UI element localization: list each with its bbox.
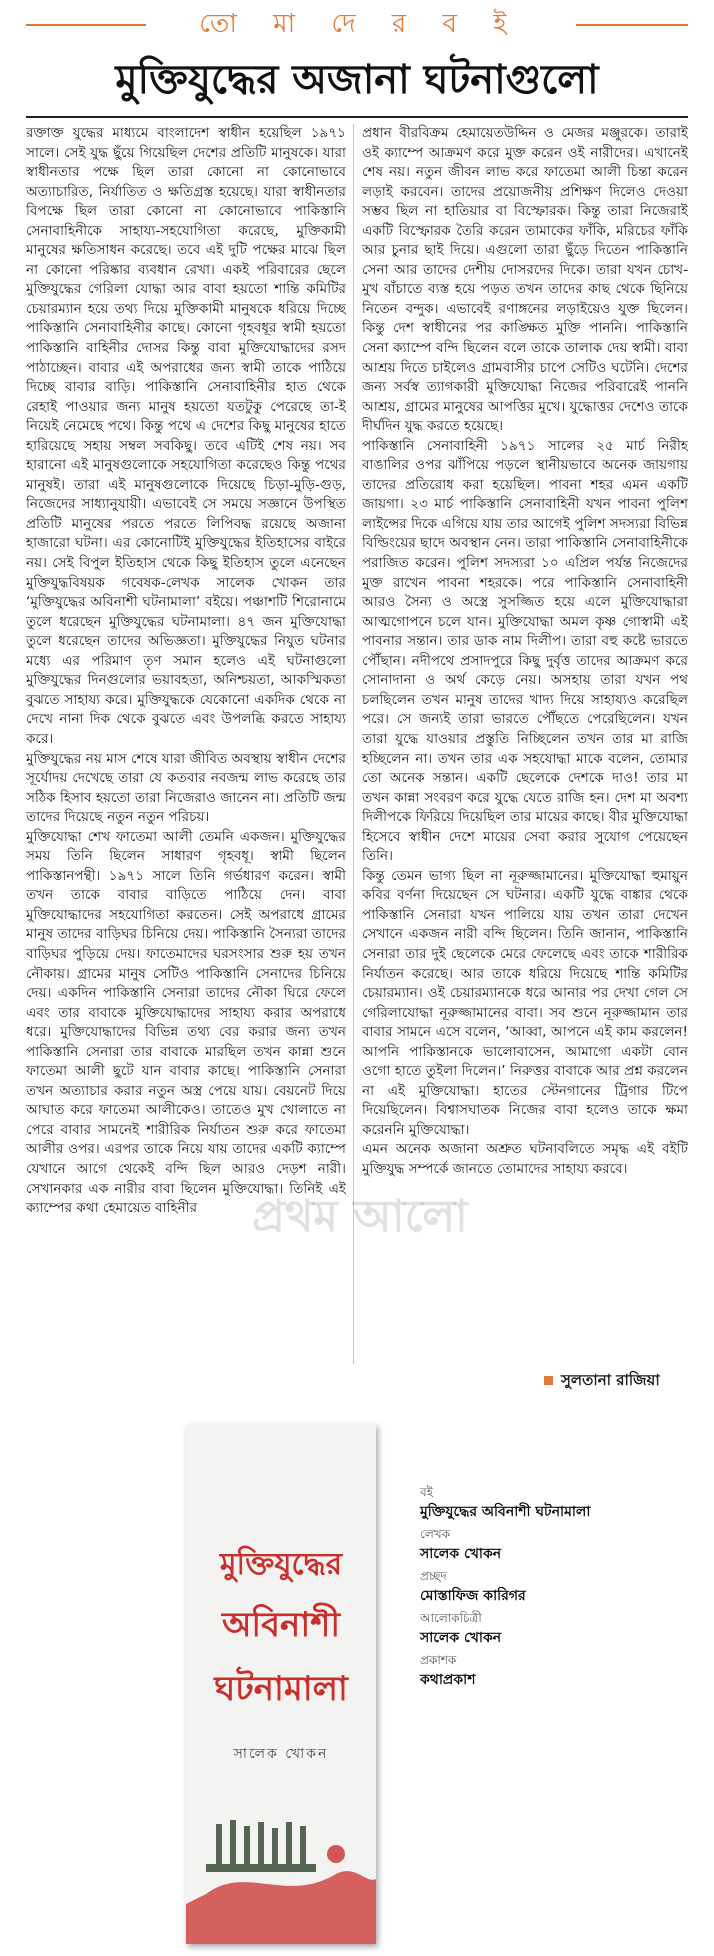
- paragraph: মুক্তিযোদ্ধা শেখ ফাতেমা আলী তেমনি একজন। মুক্তিযুদ্ধের সময় তিনি ছিলেন সাধারণ গৃহবধূ। স্বামী ছিলেন পাকিস্তানপন্থী। ১৯৭১ সালে তিনি গর্ভধারণ করেন। স্বামী তখন তাকে বাবার বাড়িতে পাঠিয়ে দেন। বাবা মুক্তিযোদ্ধাদের সহযোগিতা করতেন। সেই অপরাধে গ্রামের মানুষ তাদের বাড়িঘর চিনিয়ে দেয়। পাকিস্তানি সৈন্যরা তাদের বাড়িঘর পুড়িয়ে দেয়। ফাতেমাদের ঘরসংসার শুরু হয় তখন নৌকায়। গ্রামের মানুষ সেটিও পাকিস্তানি সেনাদের চিনিয়ে দেয়। একদিন পাকিস্তানি সেনারা তাদের নৌকা ঘিরে ফেলে এবং তার বাবাকে মুক্তিযোদ্ধাদের সাহায্য করার অপরাধে ধরে। মুক্তিযোদ্ধাদের বিভিন্ন তথ্য বের করার জন্য তখন পাকিস্তানি সেনারা তার বাবাকে মারছিল তখন কান্না শুনে ফাতেমা আলী ছুটে যান বাবার কাছে। পাকিস্তানি সেনারা তখন অত্যাচার করার নতুন অস্ত্র পেয়ে যায়। বেয়নেট দিয়ে আঘাত করে ফাতেমা আলীকেও। তাতেও মুখ খোলাতে না পেরে বাবার সামনেই শারীরিক নির্যাতন শুরু করে ফাতেমা আলীর ওপর। এরপর তাকে নিয়ে যায় তাদের একটি ক্যাম্পে যেখানে আগে থেকেই বন্দি ছিল আরও দেড়শ নারী। সেখানকার এক নারীর বাবা ছিলেন মুক্তিযোদ্ধা। তিনিই এই ক্যাম্পের কথা হেমায়েত বাহিনীর: [26, 828, 346, 1217]
- paragraph: পাকিস্তানি সেনাবাহিনী ১৯৭১ সালের ২৫ মার্চ নিরীহ বাঙালির ওপর ঝাঁপিয়ে পড়লে স্থানীয়ভাবে অনেক জায়গায় তাদের প্রতিরোধ করা হয়েছিল। পাবনা শহর এমন একটি জায়গা। ২৩ মার্চ পাকিস্তানি সেনাবাহিনী যখন পাবনা পুলিশ লাইন্সের দিকে এগিয়ে যায় তার আগেই পুলিশ সদস্যরা বিভিন্ন বিল্ডিংয়ের ছাদে অবস্থান নেন। তারা পাকিস্তানি সেনাবাহিনীকে পরাজিত করেন। পুলিশ সদস্যরা ১০ এপ্রিল পর্যন্ত নিজেদের মুক্ত রাখেন পাবনা শহরকে। পরে পাকিস্তানি সেনাবাহিনী আরও সৈন্য ও অস্ত্রে সুসজ্জিত হয়ে এলে মুক্তিযোদ্ধারা আত্মগোপনে চলে যান। মুক্তিযোদ্ধা অমল কৃষ্ণ গোস্বামী এই পাবনার সন্তান। তার ডাক নাম দিলীপ। তারা বহু কষ্টে ভারতে পৌঁছান। নদীপথে প্রসাদপুরে কিছু দুর্বৃত্ত তাদের আক্রমণ করে সোনাদানা ও অর্থ কেড়ে নেয়। অসহায় তারা যখন পথ চলছিলেন তখন মানুষ তাদের খাদ্য দিয়ে সাহায্যও করেছিল পরে। সে জন্যই তারা ভারতে পৌঁছতে পেরেছিলেন। যখন তারা যুদ্ধে যাওয়ার প্রস্তুতি নিচ্ছিলেন তখন তার মা রাজি হচ্ছিলেন না। তখন তার এক সহযোদ্ধা মাকে বলেন, তোমার তো অনেক সন্তান। একটি ছেলেকে দেশকে দাও! তার মা তখন কান্না সংবরণ করে যুদ্ধে যেতে রাজি হন। দেশ মা অবশ্য দিলীপকে ফিরিয়ে দিয়েছিল তার মায়ের কাছে। বীর মুক্তিযোদ্ধা হিসেবে স্বাধীন দেশে মায়ের সেবা করার সুযোগ পেয়েছেন তিনি।: [362, 437, 688, 865]
- cover-title-line: মুক্তিযুদ্ধের: [219, 1547, 343, 1582]
- book-info-label: আলোকচিত্রী: [420, 1611, 482, 1625]
- book-info-value: সালেক খোকন: [420, 1546, 502, 1562]
- book-cover-image: [186, 1424, 376, 1944]
- book-info-value: কথাপ্রকাশ: [420, 1672, 476, 1688]
- article-column-left: [26, 124, 346, 1372]
- paragraph: মুক্তিযুদ্ধের নয় মাস শেষে যারা জীবিত অবস্থায় স্বাধীন দেশের সূর্যোদয় দেখেছে তারা যে কতবার নবজন্ম লাভ করেছে তার সঠিক হিসাব হয়তো তারা নিজেরাও জানেন না। প্রতিটি জন্ম তাদের দিয়েছে নতুন নতুন পরিচয়।: [26, 750, 346, 826]
- byline-square-icon: [544, 1376, 553, 1385]
- book-info-label: প্রকাশক: [420, 1653, 457, 1667]
- section-kicker: তো মা দে র ব ই: [199, 9, 521, 39]
- kicker-rule-left: [26, 24, 146, 26]
- book-info-label: প্রচ্ছদ: [420, 1569, 447, 1583]
- paragraph: প্রধান বীরবিক্রম হেমায়েতউদ্দিন ও মেজর মঞ্জুরকে। তারাই ওই ক্যাম্পে আক্রমণ করে মুক্ত করেন ওই নারীদের। এখানেই শেষ নয়। নতুন জীবন লাভ করে ফাতেমা আলী চিন্তা করেন লড়াই করবেন। তাদের প্রয়োজনীয় প্রশিক্ষণ দিলেও দেওয়া সম্ভব ছিল না হাতিয়ার বা বিস্ফোরক। কিন্তু তারা নিজেরাই একটি বিস্ফোরক তৈরি করেন তামাকের ফাঁকি, মরিচের ফাঁকি আর চুনার ছাই দিয়ে। এগুলো তারা ছুঁড়ে দিতেন পাকিস্তানি সেনা আর তাদের দেশীয় দোসরদের দিকে। তারা যখন চোখ-মুখ বাঁচাতে ব্যস্ত হয়ে পড়ত তখন তাদের কাছ থেকে ছিনিয়ে নিতেন বন্দুক। এভাবেই রণাঙ্গনের লড়াইয়েও যুক্ত ছিলেন। কিন্তু দেশ স্বাধীনের পর কাঙ্ক্ষিত মুক্তি পাননি। পাকিস্তানি সেনা ক্যাম্পে বন্দি ছিলেন বলে তাকে তালাক দেয় স্বামী। বাবা আশ্রয় দিতে চাইলেও গ্রামবাসীর চাপে সেটিও ঘটেনি। দেশের জন্য সর্বস্ব ত্যাগকারী মুক্তিযোদ্ধা নিজের পরিবারেই পাননি আশ্রয়, গ্রামের মানুষের আপত্তির মুখে। যুদ্ধোত্তর দেশেও তাকে দীর্ঘদিন যুদ্ধ করতে হয়েছে।: [362, 125, 688, 435]
- column-divider: [353, 124, 354, 1364]
- book-info-label: বই: [420, 1485, 433, 1499]
- book-info-label: লেখক: [420, 1527, 451, 1541]
- author-byline: [544, 1368, 694, 1392]
- cover-title-line: ঘটনামালা: [214, 1669, 348, 1709]
- cover-artwork: [186, 1424, 376, 1944]
- paragraph: এমন অনেক অজানা অশ্রুত ঘটনাবলিতে সমৃদ্ধ এই বইটি মুক্তিযুদ্ধ সম্পর্কে জানতে তোমাদের সাহায্য করবে।: [362, 1141, 688, 1177]
- article-column-right: [362, 124, 688, 1364]
- book-info-value: সালেক খোকন: [420, 1630, 502, 1646]
- book-info-value: মুক্তিযুদ্ধের অবিনাশী ঘটনামালা: [420, 1504, 591, 1520]
- newspaper-watermark: প্রথম আলো: [252, 1191, 468, 1242]
- paragraph: কিন্তু তেমন ভাগ্য ছিল না নূরুজ্জামানের। মুক্তিযোদ্ধা হুমায়ুন কবির বর্ণনা দিয়েছেন সে ঘটনার। একটি যুদ্ধে বাঙ্কার থেকে পাকিস্তানি সেনারা যখন পালিয়ে যায় তখন তারা দেখেন সেখানে একজন নারী বন্দি ছিলেন। তিনি জানান, পাকিস্তানি সেনারা তার দুই ছেলেকে মেরে ফেলেছে এবং তাকে শারীরিক নির্যাতন করেছে। আর তাকে ধরিয়ে দিয়েছে শান্তি কমিটির চেয়ারম্যান। ওই চেয়ারম্যানকে ধরে আনার পর দেখা গেল সে গেরিলাযোদ্ধা নূরুজ্জামানের বাবা। সব শুনে নূরুজ্জামান তার বাবার সামনে এসে বলেন, ‘আব্বা, আপনে এই কাম করলেন! আপনি পাকিস্তানকে ভালোবাসেন, আমাগো একটা বোন ওগো হাতে তুইলা দিলেন।’ নিরুত্তর বাবাকে আর প্রশ্ন করলেন না এই মুক্তিযোদ্ধা। হাতের স্টেনগানের ট্রিগার টিপে দিয়েছিলেন। বিশ্বাসঘাতক নিজের বাবা হলেও তাকে ক্ষমা করেননি মুক্তিযোদ্ধা।: [362, 867, 688, 1138]
- article-headline: মুক্তিযুদ্ধের অজানা ঘটনাগুলো: [115, 57, 599, 103]
- kicker-rule-right: [576, 24, 688, 26]
- cover-author: সালেক খোকন: [233, 1746, 329, 1762]
- book-info-value: মোস্তাফিজ কারিগর: [420, 1588, 526, 1604]
- book-info: [420, 1482, 680, 1802]
- byline-name: সুলতানা রাজিয়া: [561, 1371, 660, 1389]
- blood-drop-shape: [327, 1845, 345, 1863]
- cover-title-line: অবিনাশী: [221, 1605, 341, 1645]
- headline-rule: [26, 116, 688, 118]
- paragraph: রক্তাক্ত যুদ্ধের মাধ্যমে বাংলাদেশ স্বাধীন হয়েছিল ১৯৭১ সালে। সেই যুদ্ধ ছুঁয়ে গিয়েছিল দেশের প্রতিটি মানুষকে। যারা স্বাধীনতার পক্ষে ছিল তারা কোনো না কোনোভাবে অত্যাচারিত, নির্যাতিত ও ক্ষতিগ্রস্ত হয়েছে। যারা স্বাধীনতার বিপক্ষে ছিল তারা কোনো না কোনোভাবে পাকিস্তানি সেনাবাহিনীকে সাহায্য-সহযোগিতা করেছে, মুক্তিকামী মানুষের ক্ষতিসাধন করেছে। তবে এই দুটি পক্ষের মাঝে ছিল না কোনো পরিষ্কার ব্যবধান রেখা। একই পরিবারের ছেলে মুক্তিযুদ্ধের গেরিলা যোদ্ধা আর বাবা হয়তো শান্তি কমিটির চেয়ারম্যান হয়ে তথ্য দিয়ে মুক্তিকামী মানুষকে ধরিয়ে দিচ্ছে পাকিস্তানি সেনাবাহিনীর কাছে। কোনো গৃহবধূর স্বামী হয়তো পাকিস্তানি বাহিনীর দোসর কিন্তু বাবা মুক্তিযোদ্ধাদের রসদ পাঠাচ্ছেন। বাবার এই অপরাধের জন্য স্বামী তাকে পাঠিয়ে দিচ্ছে বাবার বাড়ি। পাকিস্তানি সেনাবাহিনীর হাত থেকে রেহাই পাওয়ার জন্য মানুষ হয়তো যতটুকু পেরেছে তা-ই নিয়েই নেমেছে পথে। কিন্তু পথে এ দেশের কিছু মানুষের হাতে হারিয়েছে সহায় সম্বল সবকিছু। তবে এটিই শেষ নয়। সব হারানো এই মানুষগুলোকে সহযোগিতা করেছেও কিন্তু পথের মানুষই। তারা এই মানুষগুলোকে দিয়েছে চিড়া-মুড়ি-গুড়, নিজেদের সাধ্যানুযায়ী। এভাবেই সে সময়ে সজ্ঞানে উপস্থিত প্রতিটি মানুষের পরতে পরতে লিপিবদ্ধ রয়েছে অজানা হাজারো ঘটনা। এর কোনোটিই মুক্তিযুদ্ধের ইতিহাসের বাইরে নয়। সেই বিপুল ইতিহাস থেকে কিছু ইতিহাস তুলে এনেছেন মুক্তিযুদ্ধবিষয়ক গবেষক-লেখক সালেক খোকন তার ‘মুক্তিযুদ্ধের অবিনাশী ঘটনামালা’ বইয়ে। পঞ্চাশটি শিরোনামে তুলে ধরেছেন মুক্তিযুদ্ধের ঘটনামালা। ৪৭ জন মুক্তিযোদ্ধা তুলে ধরেছেন তাদের অভিজ্ঞতা। মুক্তিযুদ্ধের নিযুত ঘটনার মধ্যে এর পরিমাণ তৃণ সমান হলেও এই ঘটনাগুলো মুক্তিযুদ্ধের দিনগুলোর ভয়াবহতা, অনিশ্চয়তা, আকস্মিকতা বুঝতে সাহায্য করে। মুক্তিযুদ্ধকে যেকোনো একদিক থেকে না দেখে নানা দিক থেকে বুঝতে এবং উপলব্ধি করতে সাহায্য করে।: [26, 125, 346, 747]
